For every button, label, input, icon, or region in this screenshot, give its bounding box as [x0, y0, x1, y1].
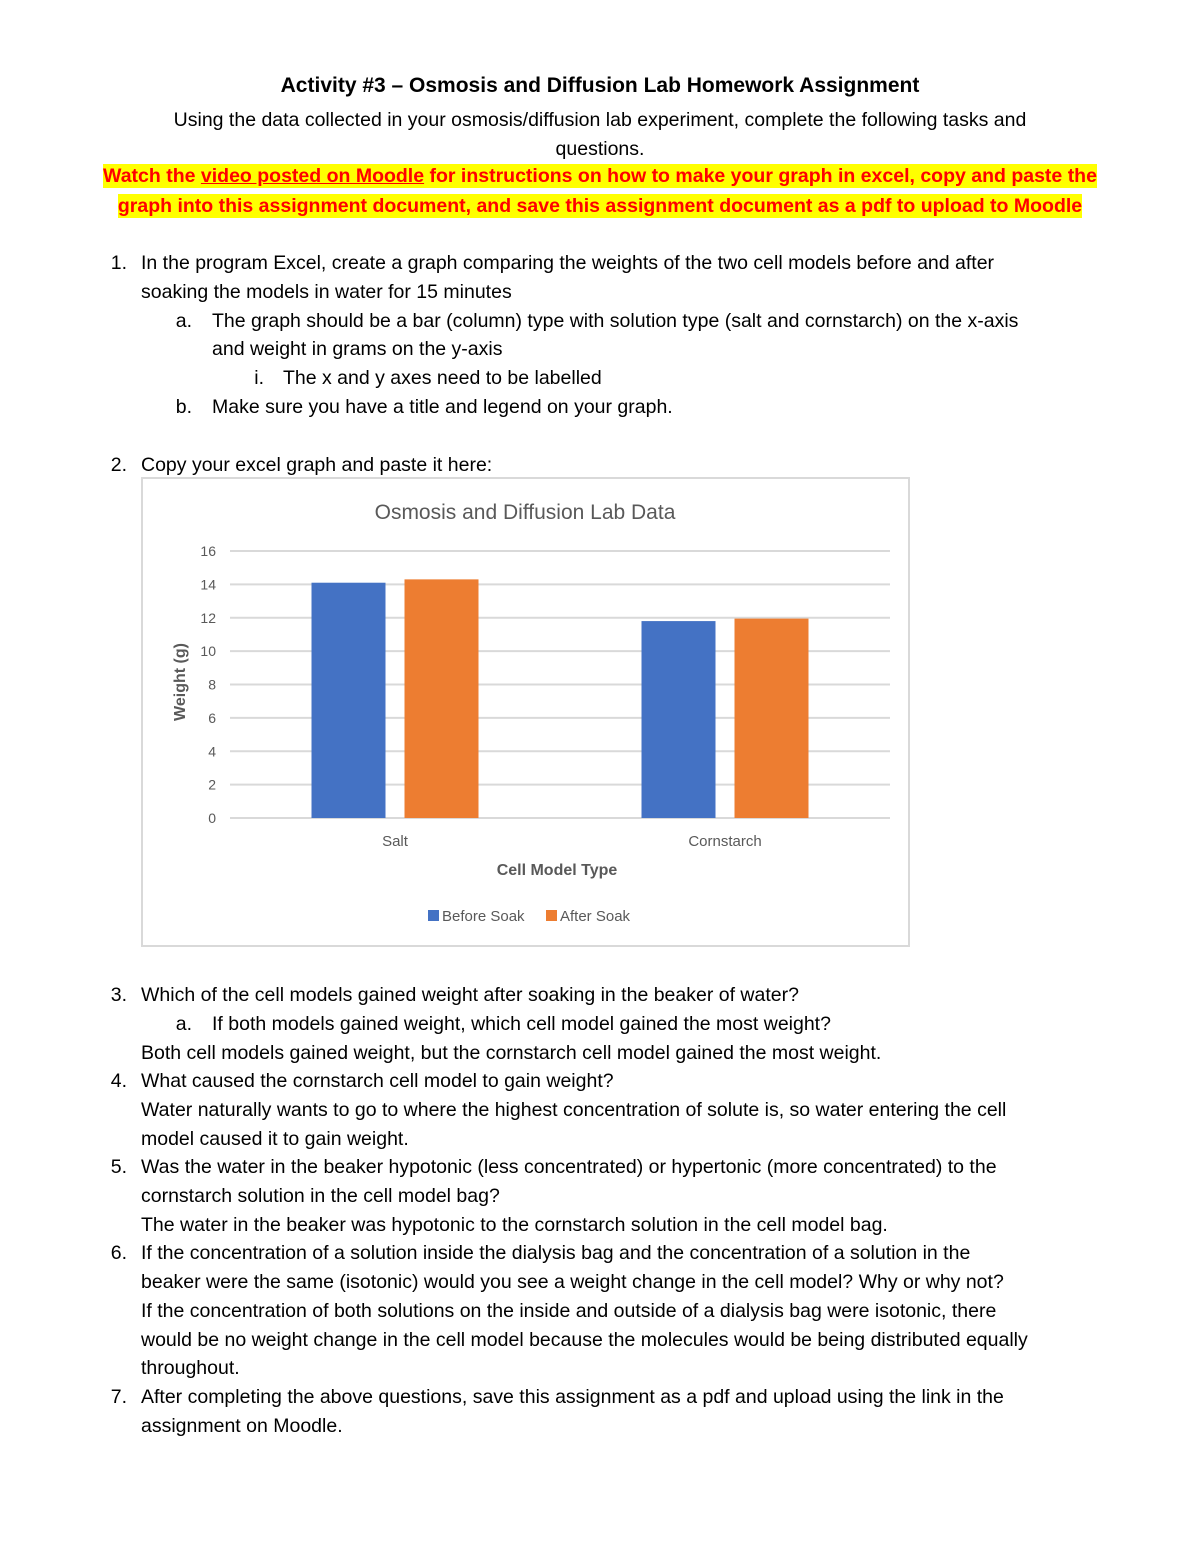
- y-tick-label: 16: [200, 543, 216, 559]
- bar-salt-before-soak: [312, 583, 386, 818]
- y-tick-label: 12: [200, 609, 216, 626]
- legend-swatch-after-soak: [546, 910, 557, 921]
- q6-answer-line-2: would be no weight change in the cell model because the molecules would be being distributed equally: [141, 1329, 1028, 1351]
- legend-swatch-before-soak: [428, 910, 439, 921]
- q5-answer: The water in the beaker was hypotonic to the cornstarch solution in the cell model bag.: [141, 1214, 888, 1236]
- x-tick-label: Salt: [382, 833, 408, 850]
- notice-prefix: Watch the: [103, 165, 201, 187]
- q6-line-1: If the concentration of a solution inside the dialysis bag and the concentration of a solution in the: [141, 1242, 971, 1264]
- q1a-marker: a.: [175, 310, 192, 332]
- q1-number: 1.: [110, 252, 127, 274]
- q3a-text: If both models gained weight, which cell model gained the most weight?: [212, 1013, 831, 1035]
- y-tick-label: 14: [200, 576, 216, 593]
- notice-rest: for instructions on how to make your graph in excel, copy and paste the: [424, 165, 1097, 187]
- q3-answer: Both cell models gained weight, but the cornstarch cell model gained the most weight.: [141, 1042, 882, 1064]
- y-tick-label: 6: [208, 709, 216, 726]
- q6-number: 6.: [110, 1242, 127, 1264]
- y-axis-label: Weight (g): [172, 643, 189, 721]
- q1b-marker: b.: [175, 396, 192, 418]
- q3-number: 3.: [110, 984, 127, 1006]
- q1b-text: Make sure you have a title and legend on your graph.: [212, 396, 673, 418]
- q5-number: 5.: [110, 1156, 127, 1178]
- q7-line-1: After completing the above questions, save this assignment as a pdf and upload using the link in the: [141, 1386, 1004, 1408]
- q7-line-2: assignment on Moodle.: [141, 1415, 343, 1437]
- q2-number: 2.: [110, 454, 127, 476]
- q3-text: Which of the cell models gained weight after soaking in the beaker of water?: [141, 984, 799, 1006]
- q6-answer-line-1: If the concentration of both solutions on the inside and outside of a dialysis bag were isotonic, there: [141, 1300, 997, 1322]
- q3a-marker: a.: [175, 1013, 192, 1035]
- bar-chart: [143, 479, 908, 945]
- q4-text: What caused the cornstarch cell model to gain weight?: [141, 1070, 614, 1092]
- red-notice: [60, 162, 1140, 221]
- q1a-line-1: The graph should be a bar (column) type with solution type (salt and cornstarch) on the x-axis: [212, 310, 1019, 332]
- y-tick-label: 8: [208, 676, 216, 693]
- legend-label: After Soak: [560, 908, 631, 925]
- bar-cornstarch-before-soak: [642, 621, 716, 818]
- y-tick-label: 0: [208, 810, 216, 826]
- moodle-video-link[interactable]: video posted on Moodle: [200, 165, 425, 187]
- bar-cornstarch-after-soak: [735, 619, 809, 818]
- notice-line-2: graph into this assignment document, and save this assignment document as a pdf to upload to Moodle: [117, 194, 1083, 217]
- q2-text: Copy your excel graph and paste it here:: [141, 454, 493, 476]
- x-axis-label: Cell Model Type: [496, 862, 618, 879]
- y-tick-label: 2: [208, 776, 216, 793]
- q4-answer-line-2: model caused it to gain weight.: [141, 1128, 409, 1150]
- q7-number: 7.: [110, 1386, 127, 1408]
- q1-line-1: In the program Excel, create a graph comparing the weights of the two cell models before and after: [141, 252, 995, 274]
- y-tick-label: 4: [208, 743, 216, 760]
- q5-line-2: cornstarch solution in the cell model bag?: [141, 1185, 500, 1207]
- q6-line-2: beaker were the same (isotonic) would you see a weight change in the cell model? Why or why not?: [141, 1271, 1004, 1293]
- x-tick-label: Cornstarch: [688, 833, 762, 850]
- subtitle-line-1: Using the data collected in your osmosis/diffusion lab experiment, complete the following tasks and: [173, 109, 1027, 131]
- chart-title: Osmosis and Diffusion Lab Data: [374, 501, 676, 524]
- q6-answer-line-3: throughout.: [141, 1357, 240, 1379]
- q1ai-text: The x and y axes need to be labelled: [283, 367, 602, 389]
- q5-line-1: Was the water in the beaker hypotonic (less concentrated) or hypertonic (more concentrated) to the: [141, 1156, 997, 1178]
- legend-label: Before Soak: [442, 908, 525, 925]
- q4-answer-line-1: Water naturally wants to go to where the highest concentration of solute is, so water entering the cell: [141, 1099, 1007, 1121]
- subtitle-line-2: questions.: [555, 138, 645, 160]
- q1ai-marker: i.: [254, 367, 264, 389]
- q4-number: 4.: [110, 1070, 127, 1092]
- q1a-line-2: and weight in grams on the y-axis: [212, 338, 503, 360]
- pasted-chart: [141, 477, 910, 947]
- q1-line-2: soaking the models in water for 15 minutes: [141, 281, 512, 303]
- subtitle: [110, 106, 1090, 164]
- y-tick-label: 10: [200, 643, 216, 660]
- page-title: Activity #3 – Osmosis and Diffusion Lab Homework Assignment: [280, 74, 920, 97]
- bar-salt-after-soak: [405, 579, 479, 818]
